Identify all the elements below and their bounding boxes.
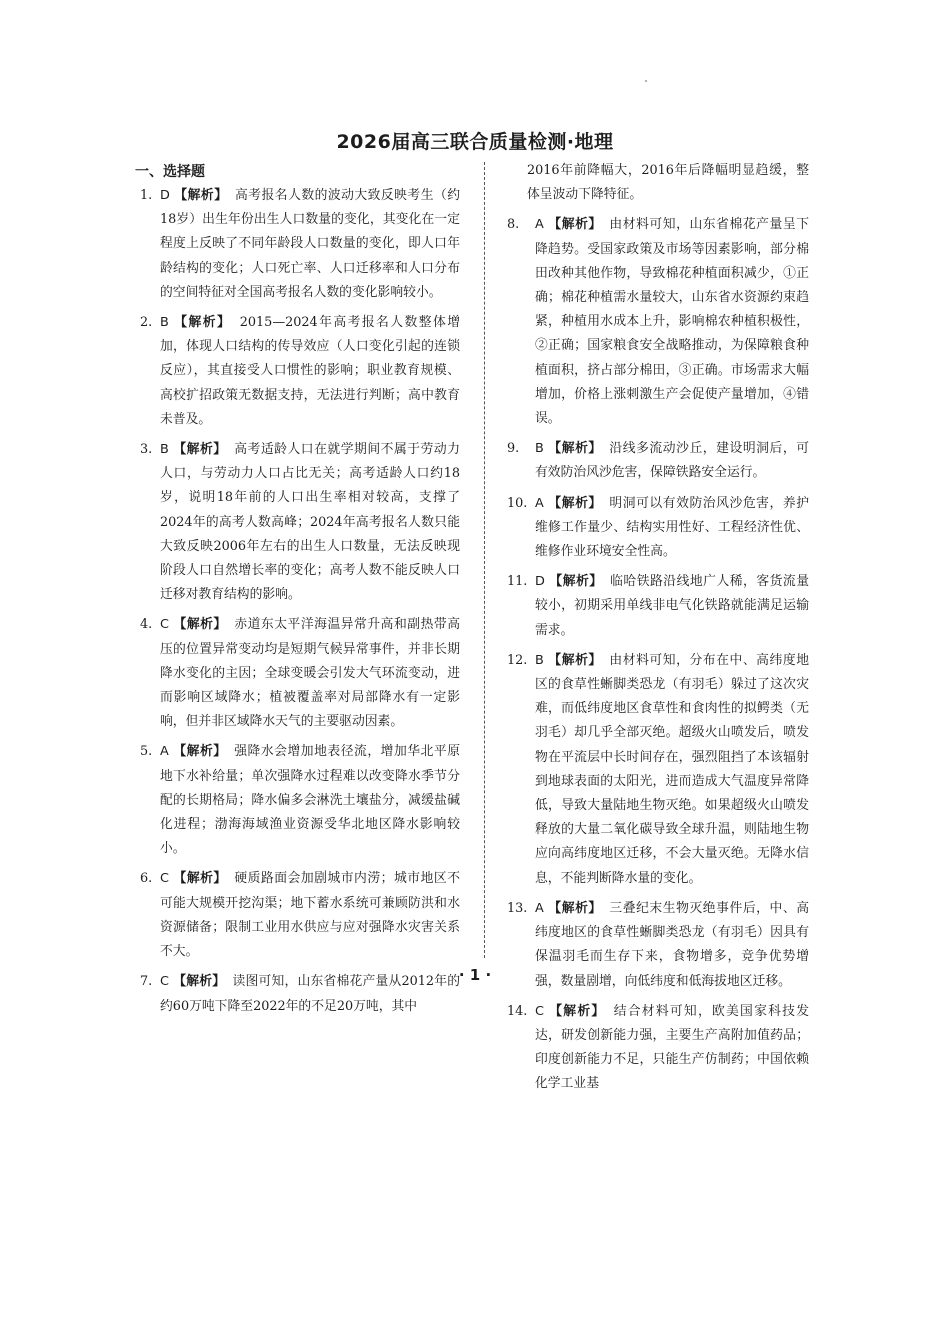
answer-letter: D: [160, 188, 170, 203]
answer-letter: C: [160, 617, 169, 633]
answer-letter: C: [535, 1003, 544, 1019]
analysis-tag: 【解析】: [173, 442, 227, 458]
analysis-tag: 【解析】: [548, 441, 602, 457]
answer-item-12: [507, 649, 809, 891]
answer-letter: C: [160, 974, 169, 990]
left-column: [135, 160, 461, 1025]
answer-letter: A: [535, 217, 544, 233]
analysis-text: 明洞可以有效防治风沙危害，养护维修工作量少、结构实用性好、工程经济性优、维修作业环境安全性高。: [535, 495, 809, 560]
analysis-tag: 【解析】: [549, 1003, 606, 1019]
analysis-tag: 【解析】: [548, 495, 602, 511]
answer-item-8: [507, 213, 809, 431]
item-number: 5.: [140, 744, 153, 760]
page-number: · 1 ·: [458, 966, 492, 984]
answer-item-6: [140, 867, 460, 964]
scan-speck: [645, 80, 647, 82]
answer-7-continuation: 2016年前降幅大，2016年后降幅明显趋缓，整体呈波动下降特征。: [527, 163, 809, 203]
analysis-tag: 【解析】: [173, 617, 227, 633]
analysis-text: 临哈铁路沿线地广人稀，客货流量较小，初期采用单线非电气化铁路就能满足运输需求。: [535, 574, 809, 638]
answer-item-14: [507, 1000, 809, 1097]
analysis-text: 2015—2024年高考报名人数整体增加，体现人口结构的传导效应（人口变化引起的连锁反应），其直接受人口惯性的影响；职业教育规模、高校扩招政策无数据支持，无法进行判断；高中教育未普及。: [160, 315, 461, 427]
analysis-text: 沿线多流动沙丘，建设明洞后，可有效防治风沙危害，保障铁路安全运行。: [535, 441, 810, 481]
item-number: 14.: [507, 1003, 528, 1019]
analysis-text: 赤道东太平洋海温异常升高和副热带高压的位置异常变动均是短期气候异常事件，并非长期降水变化的主因；全球变暖会引发大气环流变动，进而影响区域降水；植被覆盖率对局部降水有一定影响，但并非区域降水天气的主要驱动因素。: [160, 617, 460, 730]
analysis-tag: 【解析】: [548, 652, 602, 668]
answer-item-2: [140, 311, 460, 432]
analysis-text: 硬质路面会加剧城市内涝；城市地区不可能大规模开挖沟渠；地下蓄水系统可兼顾防洪和水资源储备；限制工业用水供应与应对强降水灾害关系不大。: [160, 871, 460, 960]
answer-item-11: [507, 570, 809, 643]
analysis-tag: 【解析】: [173, 974, 226, 990]
answer-item-9: [507, 437, 809, 485]
analysis-text: 由材料可知，山东省棉花产量呈下降趋势。受国家政策及市场等因素影响，部分棉田改种其他作物，导致棉花种植面积减少，①正确；棉花种植需水量较大，山东省水资源约束趋紧，种植用水成本上升，影响棉农种植积极性，②正确；国家粮食安全战略推动，为保障粮食种植面积，挤占部分棉田，③正确。市场需求大幅增加，价格上涨刺激生产会促使产量增加，④错误。: [535, 217, 809, 427]
item-number: 1.: [140, 188, 153, 203]
item-number: 12.: [507, 652, 528, 668]
answer-letter: C: [160, 871, 169, 887]
item-number: 4.: [140, 617, 153, 633]
analysis-tag: 【解析】: [549, 574, 603, 590]
analysis-text: 结合材料可知，欧美国家科技发达，研发创新能力强，主要生产高附加值药品；印度创新能力不足，只能生产仿制药；中国依赖化学工业基: [535, 1003, 809, 1092]
item-number: 11.: [507, 574, 528, 590]
answer-item-5: [140, 740, 460, 861]
item-number: 7.: [140, 974, 153, 990]
answer-letter: B: [160, 442, 169, 458]
analysis-text: 高考报名人数的波动大致反映考生（约18岁）出生年份出生人口数量的变化，其变化在一定程度上反映了不同年龄段人口数量的变化，即人口年龄结构的变化；人口死亡率、人口迁移率和人口分布的空间特征对全国高考报名人数的变化影响较小。: [160, 188, 461, 300]
right-column: [507, 159, 809, 1103]
item-number: 9.: [507, 441, 520, 457]
section-heading: 一、选择题: [135, 164, 205, 180]
analysis-tag: 【解析】: [173, 744, 227, 760]
answer-item-4: [140, 613, 460, 734]
page-title: 2026届高三联合质量检测·地理: [336, 131, 614, 153]
answer-letter: B: [535, 652, 544, 668]
item-number: 10.: [507, 495, 528, 511]
answer-letter: D: [535, 574, 545, 590]
analysis-tag: 【解析】: [174, 315, 232, 331]
answer-item-10: [507, 492, 809, 565]
answer-letter: B: [160, 315, 169, 331]
item-number: 3.: [140, 442, 153, 458]
item-number: 2.: [140, 315, 153, 331]
analysis-tag: 【解析】: [548, 217, 602, 233]
analysis-text: 高考适龄人口在就学期间不属于劳动力人口，与劳动力人口占比无关；高考适龄人口约18岁，说明18年前的人口出生率相对较高，支撑了2024年的高考人数高峰；2024年高考报名人数只能大致反映2006年左右的出生人口数量，无法反映现阶段人口自然增长率的变化；高考人数不能反映人口迁移对教育结构的影响。: [160, 442, 461, 603]
analysis-tag: 【解析】: [173, 871, 227, 887]
answer-letter: A: [535, 495, 544, 511]
analysis-text: 强降水会增加地表径流，增加华北平原地下水补给量；单次强降水过程难以改变降水季节分配的长期格局；降水偏多会淋洗土壤盐分，减缓盐碱化进程；渤海海域渔业资源受华北地区降水影响较小。: [160, 744, 460, 857]
analysis-tag: 【解析】: [548, 900, 602, 916]
analysis-text: 三叠纪末生物灭绝事件后，中、高纬度地区的食草性蜥脚类恐龙（有羽毛）因具有保温羽毛而生存下来，食物增多，竞争优势增强，数量剧增，向低纬度和低海拔地区迁移。: [535, 900, 809, 989]
answer-letter: B: [535, 441, 544, 457]
answer-item-1: [140, 184, 460, 305]
analysis-text: 读图可知，山东省棉花产量从2012年的约60万吨下降至2022年的不足20万吨，其中: [160, 974, 461, 1014]
item-number: 13.: [507, 900, 528, 916]
item-number: 8.: [507, 217, 520, 233]
answer-item-3: [140, 438, 460, 607]
analysis-text: 由材料可知，分布在中、高纬度地区的食草性蜥脚类恐龙（有羽毛）躲过了这次灾难，而低纬度地区食草性和食肉性的拟鳄类（无羽毛）却几乎全部灭绝。超级火山喷发后，喷发物在平流层中长时间存在，强烈阻挡了本该辐射到地球表面的太阳光，进而造成大气温度异常降低，导致大量陆地生物灭绝。如果超级火山喷发释放的大量二氧化碳导致全球升温，则陆地生物应向高纬度地区迁移，不会大量灭绝。无降水信息，不能判断降水量的变化。: [535, 652, 810, 886]
analysis-tag: 【解析】: [174, 188, 228, 203]
column-divider: [484, 162, 485, 958]
answer-letter: A: [535, 900, 544, 916]
answer-letter: A: [160, 744, 169, 760]
item-number: 6.: [140, 871, 153, 887]
